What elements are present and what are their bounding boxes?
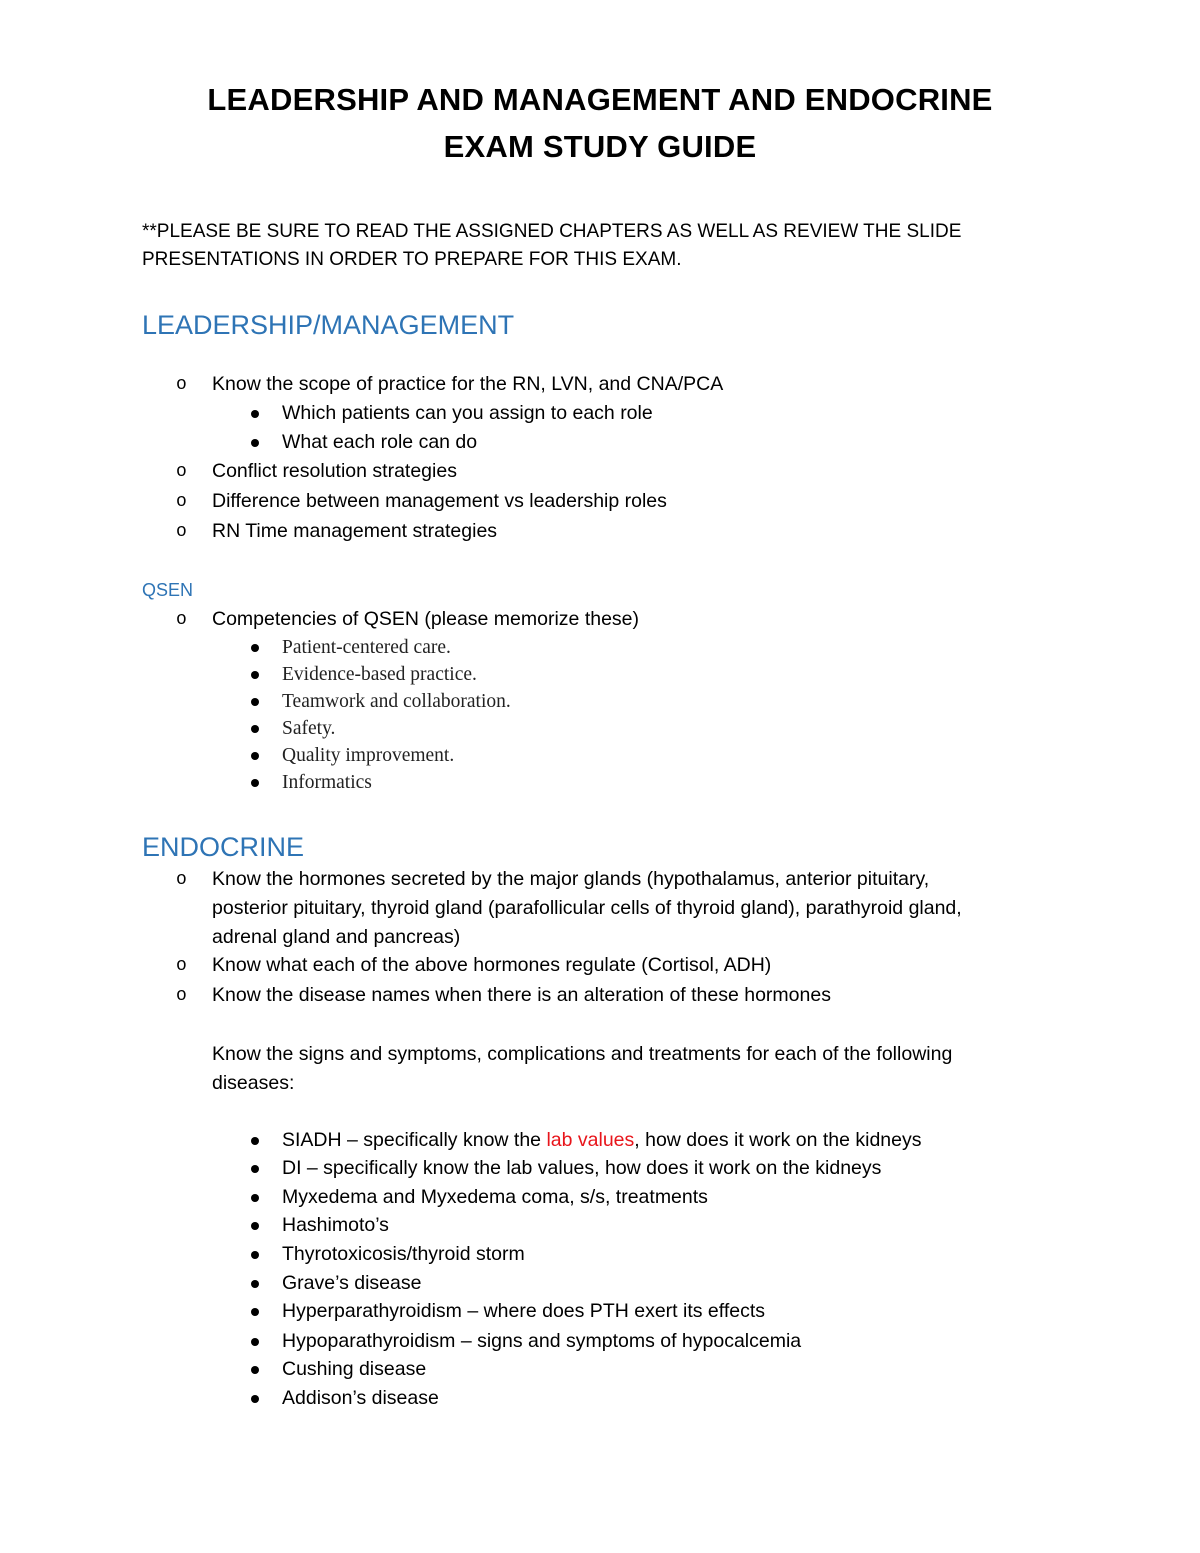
disease-item: DI – specifically know the lab values, how does it work on the kidneys xyxy=(282,1157,882,1179)
section-heading-leadership: LEADERSHIP/MANAGEMENT xyxy=(142,310,515,340)
document-title-line-1: LEADERSHIP AND MANAGEMENT AND ENDOCRINE xyxy=(207,82,993,117)
notice-line-2: PRESENTATIONS IN ORDER TO PREPARE FOR THIS EXAM. xyxy=(142,249,682,270)
list-item-line: posterior pituitary, thyroid gland (parafollicular cells of thyroid gland), parathyroid gland, xyxy=(212,897,962,919)
disease-item: Hashimoto’s xyxy=(282,1214,389,1236)
bullet-icon xyxy=(251,439,259,447)
list-item: Competencies of QSEN (please memorize these) xyxy=(212,608,640,630)
list-item-line: adrenal gland and pancreas) xyxy=(212,926,461,948)
bullet-icon xyxy=(251,698,259,706)
bullet-icon xyxy=(251,1194,259,1202)
bullet-icon xyxy=(251,1280,259,1288)
disease-item: Hyperparathyroidism – where does PTH exert its effects xyxy=(282,1300,766,1322)
bullet-icon xyxy=(251,1222,259,1230)
qsen-competency: Informatics xyxy=(282,772,372,793)
bullet-icon xyxy=(251,725,259,733)
section-heading-endocrine: ENDOCRINE xyxy=(142,832,305,862)
list-item: Difference between management vs leadership roles xyxy=(212,490,667,512)
list-item: RN Time management strategies xyxy=(212,520,498,542)
notice-line-1: **PLEASE BE SURE TO READ THE ASSIGNED CHAPTERS AS WELL AS REVIEW THE SLIDE xyxy=(142,221,962,242)
list-subitem: What each role can do xyxy=(282,431,478,453)
bullet-icon xyxy=(251,752,259,760)
bullet-icon xyxy=(251,1251,259,1259)
circle-bullet-icon: o xyxy=(176,610,187,630)
bullet-icon xyxy=(251,1395,259,1403)
bullet-icon xyxy=(251,644,259,652)
list-item: Know the scope of practice for the RN, LVN, and CNA/PCA xyxy=(212,373,724,395)
disease-item: Addison’s disease xyxy=(282,1387,439,1409)
disease-text: SIADH – specifically know the xyxy=(282,1129,547,1151)
circle-bullet-icon: o xyxy=(176,522,187,542)
document-title-line-2: EXAM STUDY GUIDE xyxy=(443,129,757,164)
diseases-intro-line: Know the signs and symptoms, complications and treatments for each of the following xyxy=(212,1043,953,1065)
qsen-competency: Evidence-based practice. xyxy=(282,664,477,685)
bullet-icon xyxy=(251,410,259,418)
section-heading-qsen: QSEN xyxy=(142,580,194,600)
disease-item: Hypoparathyroidism – signs and symptoms of hypocalcemia xyxy=(282,1330,802,1352)
diseases-intro-line: diseases: xyxy=(212,1072,295,1094)
list-item: Conflict resolution strategies xyxy=(212,460,457,482)
list-item: Know what each of the above hormones regulate (Cortisol, ADH) xyxy=(212,954,772,976)
bullet-icon xyxy=(251,1338,259,1346)
disease-item-siadh xyxy=(282,1131,922,1151)
bullet-icon xyxy=(251,671,259,679)
list-item: Know the disease names when there is an alteration of these hormones xyxy=(212,984,831,1006)
list-item-line: Know the hormones secreted by the major glands (hypothalamus, anterior pituitary, xyxy=(212,868,930,890)
circle-bullet-icon: o xyxy=(176,870,187,890)
disease-item: Cushing disease xyxy=(282,1358,427,1380)
circle-bullet-icon: o xyxy=(176,375,187,395)
qsen-competency: Teamwork and collaboration. xyxy=(282,691,511,712)
qsen-competency: Patient-centered care. xyxy=(282,637,451,658)
bullet-icon xyxy=(251,1366,259,1374)
list-subitem: Which patients can you assign to each role xyxy=(282,402,653,424)
bullet-icon xyxy=(251,1308,259,1316)
disease-item: Thyrotoxicosis/thyroid storm xyxy=(282,1243,525,1265)
bullet-icon xyxy=(251,1137,259,1145)
disease-item: Grave’s disease xyxy=(282,1272,422,1294)
circle-bullet-icon: o xyxy=(176,956,187,976)
circle-bullet-icon: o xyxy=(176,462,187,482)
highlight-lab-values: lab values xyxy=(546,1129,635,1151)
circle-bullet-icon: o xyxy=(176,492,187,512)
bullet-icon xyxy=(251,779,259,787)
qsen-competency: Quality improvement. xyxy=(282,745,455,766)
qsen-competency: Safety. xyxy=(282,718,336,739)
circle-bullet-icon: o xyxy=(176,986,187,1006)
disease-text: , how does it work on the kidneys xyxy=(634,1129,922,1151)
bullet-icon xyxy=(251,1165,259,1173)
disease-item: Myxedema and Myxedema coma, s/s, treatments xyxy=(282,1186,708,1208)
